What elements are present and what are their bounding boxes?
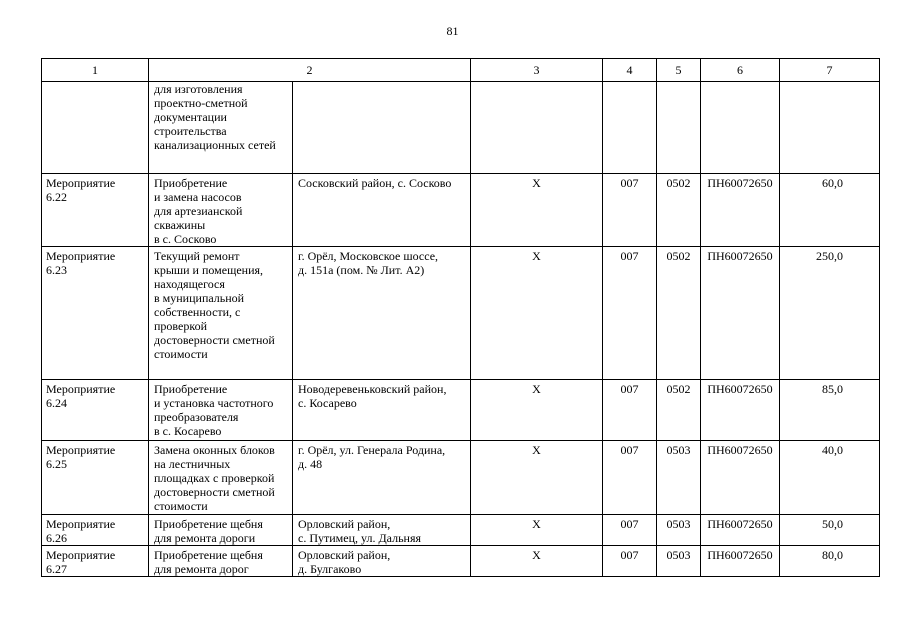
col3-cell: Х	[471, 515, 603, 546]
col5-cell: 0503	[657, 441, 701, 515]
col6-cell: ПН60072650	[701, 546, 780, 577]
col5-cell: 0502	[657, 380, 701, 441]
col4-cell: 007	[603, 174, 657, 247]
header-row	[42, 59, 880, 82]
header-cell: 5	[657, 59, 701, 82]
table-row	[42, 82, 880, 174]
header-cell: 6	[701, 59, 780, 82]
event-cell: Мероприятие 6.22	[42, 174, 149, 247]
header-cell: 2	[149, 59, 471, 82]
event-cell: Мероприятие 6.26	[42, 515, 149, 546]
col6-cell: ПН60072650	[701, 380, 780, 441]
col7-cell: 60,0	[780, 174, 880, 247]
col4-cell: 007	[603, 380, 657, 441]
col4-cell: 007	[603, 546, 657, 577]
col6-cell: ПН60072650	[701, 174, 780, 247]
col3-cell: Х	[471, 380, 603, 441]
location-cell: Сосковский район, с. Сосково	[293, 174, 471, 247]
col4-cell: 007	[603, 515, 657, 546]
event-cell: Мероприятие 6.23	[42, 247, 149, 380]
description-cell: Текущий ремонт крыши и помещения, находящегося в муниципальной собственности, с проверкой достоверности сметной стоимости	[149, 247, 293, 380]
table-row	[42, 515, 880, 546]
location-cell: Новодеревеньковский район, с. Косарево	[293, 380, 471, 441]
col7-cell: 250,0	[780, 247, 880, 380]
data-table	[41, 58, 880, 577]
col7-cell: 80,0	[780, 546, 880, 577]
header-cell: 1	[42, 59, 149, 82]
col6-cell: ПН60072650	[701, 247, 780, 380]
col3-cell: Х	[471, 546, 603, 577]
header-cell: 3	[471, 59, 603, 82]
col3-cell: Х	[471, 247, 603, 380]
description-cell: Приобретение щебня для ремонта дорог	[149, 546, 293, 577]
header-cell: 4	[603, 59, 657, 82]
col4-cell: 007	[603, 441, 657, 515]
col6-cell: ПН60072650	[701, 515, 780, 546]
description-cell: Приобретение и установка частотного преобразователя в с. Косарево	[149, 380, 293, 441]
table-row	[42, 174, 880, 247]
description-cell: Приобретение и замена насосов для артезианской скважины в с. Сосково	[149, 174, 293, 247]
event-cell: Мероприятие 6.25	[42, 441, 149, 515]
col7-cell: 85,0	[780, 380, 880, 441]
description-cell: Замена оконных блоков на лестничных площадках с проверкой достоверности сметной стоимости	[149, 441, 293, 515]
col4-cell: 007	[603, 247, 657, 380]
col7-cell: 40,0	[780, 441, 880, 515]
event-cell: Мероприятие 6.27	[42, 546, 149, 577]
location-cell: г. Орёл, Московское шоссе, д. 151а (пом. № Лит. А2)	[293, 247, 471, 380]
col7-cell: 50,0	[780, 515, 880, 546]
table-row	[42, 441, 880, 515]
table-row	[42, 546, 880, 577]
location-cell: г. Орёл, ул. Генерала Родина, д. 48	[293, 441, 471, 515]
col5-cell: 0502	[657, 174, 701, 247]
header-cell: 7	[780, 59, 880, 82]
location-cell: Орловский район, с. Путимец, ул. Дальняя	[293, 515, 471, 546]
event-cell: Мероприятие 6.24	[42, 380, 149, 441]
col5-cell: 0502	[657, 247, 701, 380]
table-row	[42, 247, 880, 380]
description-cell: Приобретение щебня для ремонта дороги	[149, 515, 293, 546]
col5-cell: 0503	[657, 515, 701, 546]
col6-cell: ПН60072650	[701, 441, 780, 515]
col3-cell: Х	[471, 441, 603, 515]
table-row	[42, 380, 880, 441]
description-cell: для изготовления проектно-сметной документации строительства канализационных сетей	[149, 82, 293, 174]
col3-cell: Х	[471, 174, 603, 247]
location-cell: Орловский район, д. Булгаково	[293, 546, 471, 577]
col5-cell: 0503	[657, 546, 701, 577]
page-number: 81	[446, 24, 459, 38]
